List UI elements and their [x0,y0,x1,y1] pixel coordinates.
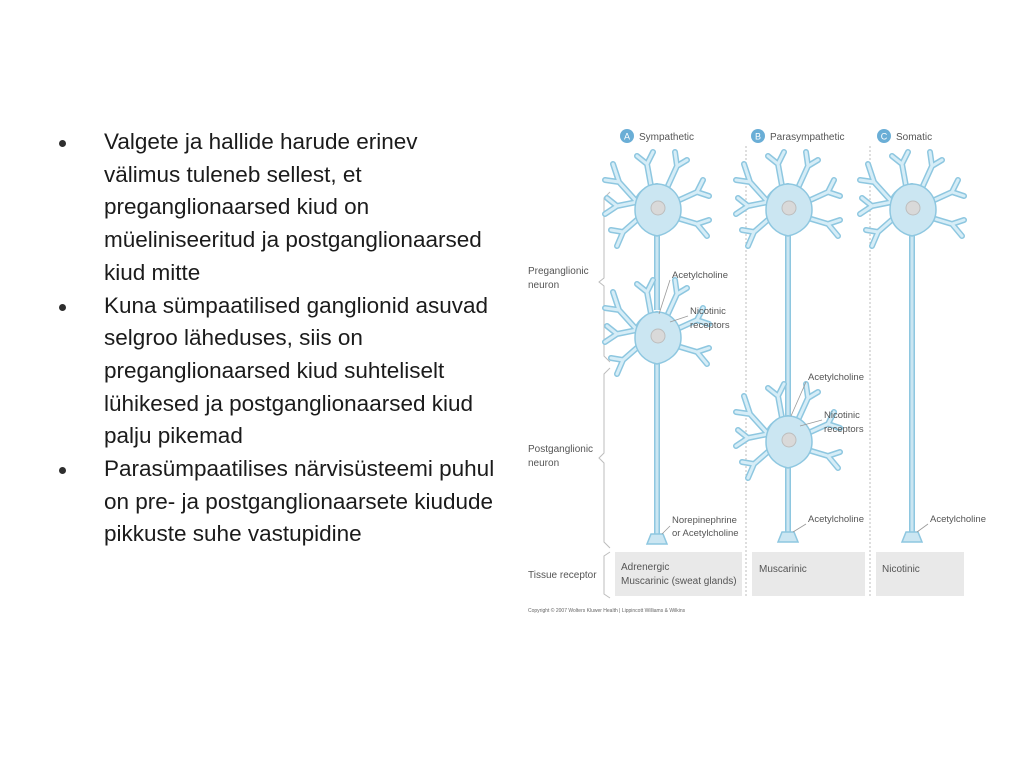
bullet-list [52,126,500,551]
annotation-nicotinic-receptors: Nicotinic receptors [690,306,730,331]
copyright-note: Copyright © 2007 Wolters Kluwer Health | Lippincott Williams & Wilkins [528,608,686,614]
annotation-acetylcholine: Acetylcholine [930,514,986,525]
bullet-item [52,290,500,454]
svg-text:A: A [623,131,631,142]
bullet-item [52,126,500,290]
axon-terminal [647,534,667,544]
annotation-leader-line [662,526,670,534]
annotation-leader-line [917,524,928,532]
annotation-acetylcholine: Acetylcholine [808,372,864,383]
parasympathetic-neuron-pathway [736,152,840,542]
autonomic-nervous-system-diagram [520,118,986,618]
bullet-dot-icon [59,140,66,147]
column-header-parasympathetic [751,129,844,143]
bullet-item [52,453,500,551]
bullet-text: Valgete ja hallide harude erinev välimus tuleneb sellest, et preganglionaarsed kiud on müeliniseeritud ja postganglionaarsed kiud mitte [104,129,482,285]
brace-postganglionic [599,368,610,548]
receptor-label-somatic: Nicotinic [882,564,920,575]
axon-terminal [902,532,922,542]
row-label-postganglionic: Postganglionic neuron [528,444,594,469]
row-label-preganglionic: Preganglionic neuron [528,266,589,291]
svg-text:C: C [880,131,888,142]
bullet-dot-icon [59,304,66,311]
annotation-acetylcholine: Acetylcholine [672,270,728,281]
receptor-label-parasympathetic: Muscarinic [759,564,807,575]
svg-text:Sympathetic: Sympathetic [639,132,695,143]
bullet-text: Kuna sümpaatilised ganglionid asuvad selgroo läheduses, siis on preganglionaarsed kiud suhteliselt lühikesed ja postganglionaarsed kiud palju pikemad [104,292,489,449]
svg-text:B: B [754,131,762,142]
annotation-leader-line [793,524,806,532]
row-label-tissue-receptor: Tissue receptor [528,570,597,581]
column-header-sympathetic [620,129,694,143]
axon-terminal [778,532,798,542]
annotation-norepinephrine: Norepinephrine or Acetylcholine [672,515,739,539]
column-header-somatic [877,129,932,143]
svg-text:Parasympathetic: Parasympathetic [770,132,845,143]
somatic-neuron-pathway [860,152,964,542]
svg-text:Somatic: Somatic [896,132,933,143]
bullet-dot-icon [59,467,66,474]
brace-tissue [604,552,610,598]
annotation-acetylcholine: Acetylcholine [808,514,864,525]
receptor-box-sympathetic [615,552,742,596]
sympathetic-neuron-pathway [605,152,709,544]
annotation-nicotinic-receptors: Nicotinic receptors [824,410,864,435]
receptor-label-sympathetic: Adrenergic Muscarinic (sweat glands) [621,562,737,587]
bullet-text: Parasümpaatilises närvisüsteemi puhul on pre- ja postganglionaarsete kiudude pikkuste suhe vastupidine [104,456,495,547]
